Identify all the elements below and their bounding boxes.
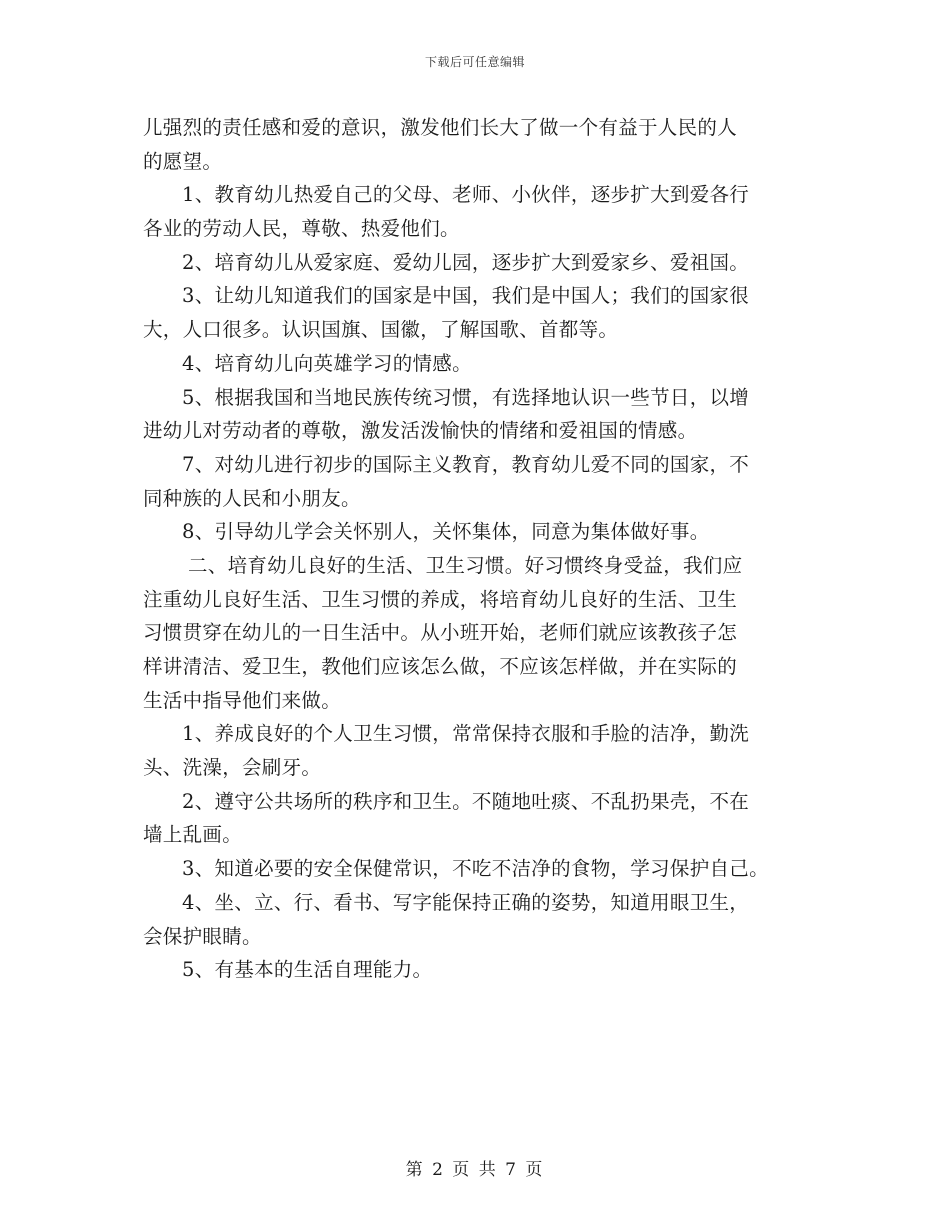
text-line: 注重幼儿良好生活、卫生习惯的养成，将培育幼儿良好的生活、卫生 [143,587,738,611]
text-line: 1、养成良好的个人卫生习惯，常常保持衣服和手脸的洁净，勤洗 [182,722,750,746]
text-line: 习惯贯穿在幼儿的一日生活中。从小班开始，老师们就应该教孩子怎 [143,621,738,645]
text-line: 的愿望。 [143,149,223,173]
text-line: 大，人口很多。认识国旗、国徽，了解国歌、首都等。 [143,318,619,342]
text-line: 3、知道必要的安全保健常识，不吃不洁净的食物，学习保护自己。 [182,857,769,881]
text-line: 进幼儿对劳动者的尊敬，激发活泼愉快的情绪和爱祖国的情感。 [143,419,698,443]
text-line: 1、教育幼儿热爱自己的父母、老师、小伙伴，逐步扩大到爱各行 [182,183,750,207]
text-line: 4、坐、立、行、看书、写字能保持正确的姿势，知道用眼卫生， [182,890,750,914]
text-line: 5、根据我国和当地民族传统习惯，有选择地认识一些节日，以增 [182,385,750,409]
text-line: 2、培育幼儿从爱家庭、爱幼儿园，逐步扩大到爱家乡、爱祖国。 [182,250,750,274]
page-header: 下载后可任意编辑 [424,55,525,69]
text-line: 头、洗澡，会刷牙。 [143,756,322,780]
text-line: 2、遵守公共场所的秩序和卫生。不随地吐痰、不乱扔果壳，不在 [182,789,750,813]
section-heading-line: 二、培育幼儿良好的生活、卫生习惯。好习惯终身受益，我们应 [188,553,743,577]
text-line: 5、有基本的生活自理能力。 [182,958,433,982]
text-line: 儿强烈的责任感和爱的意识，激发他们长大了做一个有益于人民的人 [143,116,738,139]
text-line: 同种族的人民和小朋友。 [143,486,361,510]
text-line: 8、引导幼儿学会关怀别人，关怀集体，同意为集体做好事。 [182,520,710,544]
text-line: 各业的劳动人民，尊敬、热爱他们。 [143,217,460,241]
text-line: 样讲清洁、爱卫生，教他们应该怎么做，不应该怎样做，并在实际的 [143,655,738,678]
text-line: 7、对幼儿进行初步的国际主义教育，教育幼儿爱不同的国家，不 [182,452,750,476]
text-line: 会保护眼睛。 [143,924,262,948]
text-line: 4、培育幼儿向英雄学习的情感。 [182,351,472,375]
text-line: 3、让幼儿知道我们的国家是中国，我们是中国人；我们的国家很 [182,284,750,308]
page-number-footer: 第 2 页 共 7 页 [405,1160,545,1180]
text-line: 生活中指导他们来做。 [143,688,342,712]
text-line: 墙上乱画。 [143,823,243,847]
document-body [143,111,833,987]
